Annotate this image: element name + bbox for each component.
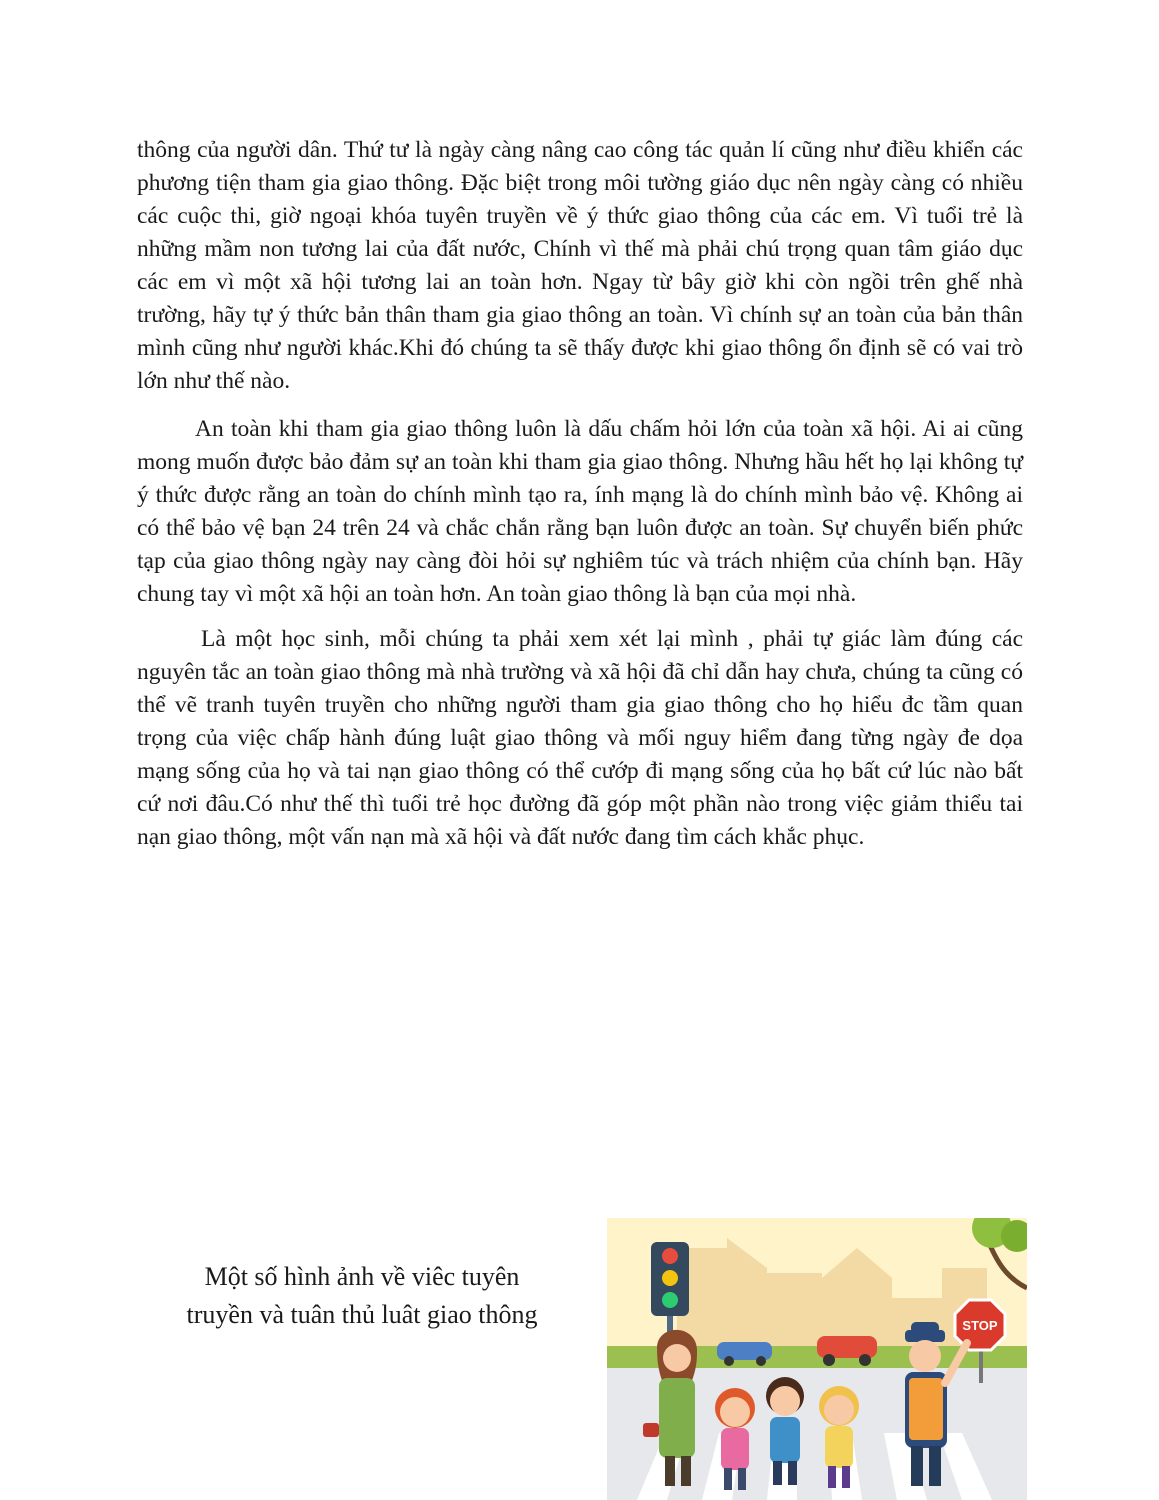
paragraph-3: Là một học sinh, mỗi chúng ta phải xem xét lại mình , phải tự giác làm đúng các nguyên tắc an toàn giao thông mà nhà trường và xã hội đã chỉ dẫn hay chưa, chúng ta cũng có thể vẽ tranh tuyên truyền cho những người tham gia giao thông cho họ hiểu đc tầm quan trọng của việc chấp hành đúng luật giao thông và mối nguy hiểm đang từng ngày đe dọa mạng sống của họ và tai nạn giao thông có thể cướp đi mạng sống của họ bất cứ lúc nào bất cứ nơi đâu.Có như thế thì tuổi trẻ học đường đã góp một phần nào trong việc giảm thiểu tai nạn giao thông, một vấn nạn mà xã hội và đất nước đang tìm cách khắc phục. xyxy=(137,626,1023,850)
crosswalk-illustration xyxy=(607,1218,1027,1500)
caption-line-1: Một số hình ảnh về viêc tuyên xyxy=(204,1262,520,1291)
paragraph-1: thông của người dân. Thứ tư là ngày càng nâng cao công tác quản lí cũng như điều khiển các phương tiện tham gia giao thông. Đặc biệt trong môi tường giáo dục nên ngày càng có nhiều các cuộc thi, giờ ngoại khóa tuyên truyền về ý thức giao thông của các em. Vì tuổi trẻ là những mầm non tương lai của đất nước, Chính vì thế mà phải chú trọng quan tâm giáo dục các em vì một xã hội tương lai an toàn hơn. Ngay từ bây giờ khi còn ngồi trên ghế nhà trường, hãy tự ý thức bản thân tham gia giao thông an toàn. Vì chính sự an toàn của bản thân mình cũng như người khác.Khi đó chúng ta sẽ thấy được khi giao thông ổn định sẽ có vai trò lớn như thế nào. xyxy=(137,137,1023,394)
image-caption xyxy=(148,1258,576,1334)
stop-sign-text: STOP xyxy=(962,1318,998,1333)
body-text xyxy=(137,134,1023,854)
paragraph-2: An toàn khi tham gia giao thông luôn là dấu chấm hỏi lớn của toàn xã hội. Ai ai cũng mong muốn được bảo đảm sự an toàn khi tham gia giao thông. Nhưng hầu hết họ lại không tự ý thức được rằng an toàn do chính mình tạo ra, ính mạng là do chính mình bảo vệ. Không ai có thể bảo vệ bạn 24 trên 24 và chắc chắn rằng bạn luôn được an toàn. Sự chuyển biến phức tạp của giao thông ngày nay càng đòi hỏi sự nghiêm túc và trách nhiệm của chính bạn. Hãy chung tay vì một xã hội an toàn hơn. An toàn giao thông là bạn của mọi nhà. xyxy=(137,416,1023,607)
caption-line-2: truyền và tuân thủ luât giao thông xyxy=(186,1300,538,1329)
crosswalk-illustration-svg xyxy=(607,1218,1027,1500)
